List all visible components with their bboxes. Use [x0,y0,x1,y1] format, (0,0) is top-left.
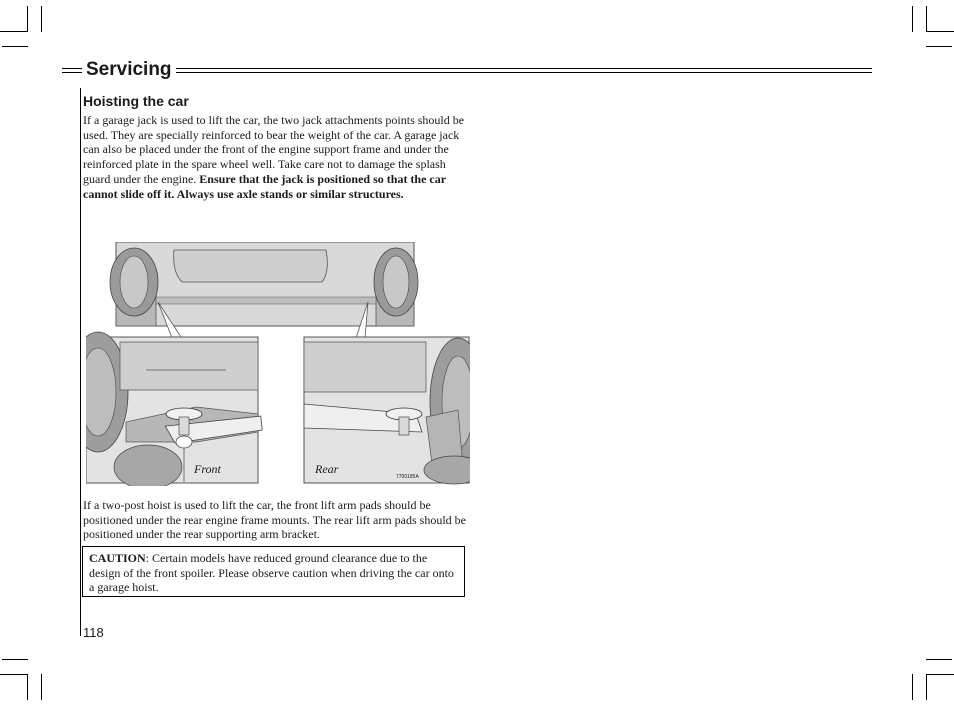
caution-text: : Certain models have reduced ground clearance due to the design of the front spoiler. Please observe caution when driving the car onto a garage hoist. [89,551,454,595]
overview-panel [110,242,418,326]
front-label: Front [194,462,221,476]
front-panel [86,332,263,486]
rear-label: Rear [315,462,339,476]
page-heading: Hoisting the car [83,93,189,109]
car-underside-illustration [86,242,470,486]
hoist-paragraph: If a two-post hoist is used to lift the car, the front lift arm pads should be positioned under the rear engine frame mounts. The rear lift arm pads should be positioned under the rear supporting arm bracket. [83,498,466,542]
jack-paragraph [83,113,468,201]
section-header [62,58,872,82]
margin-rule [80,88,81,636]
jack-warning-text: Ensure that the jack is positioned so that the car cannot slide off it. Always use axle stands or similar structures. [83,171,446,201]
figure-code: 7700185A [396,474,419,480]
section-title: Servicing [82,58,176,82]
caution-label: CAUTION [89,551,146,565]
caution-box [82,546,465,597]
jack-text: If a garage jack is used to lift the car, the two jack attachments points should be used. They are specially reinforced to bear the weight of the car. A garage jack can also be placed under the front of the engine support frame and under the reinforced plate in the spare wheel well. Take care not to damage the splash guard under the engine. [83,113,465,186]
page-number: 118 [83,625,104,640]
hoisting-illustration [86,242,470,486]
